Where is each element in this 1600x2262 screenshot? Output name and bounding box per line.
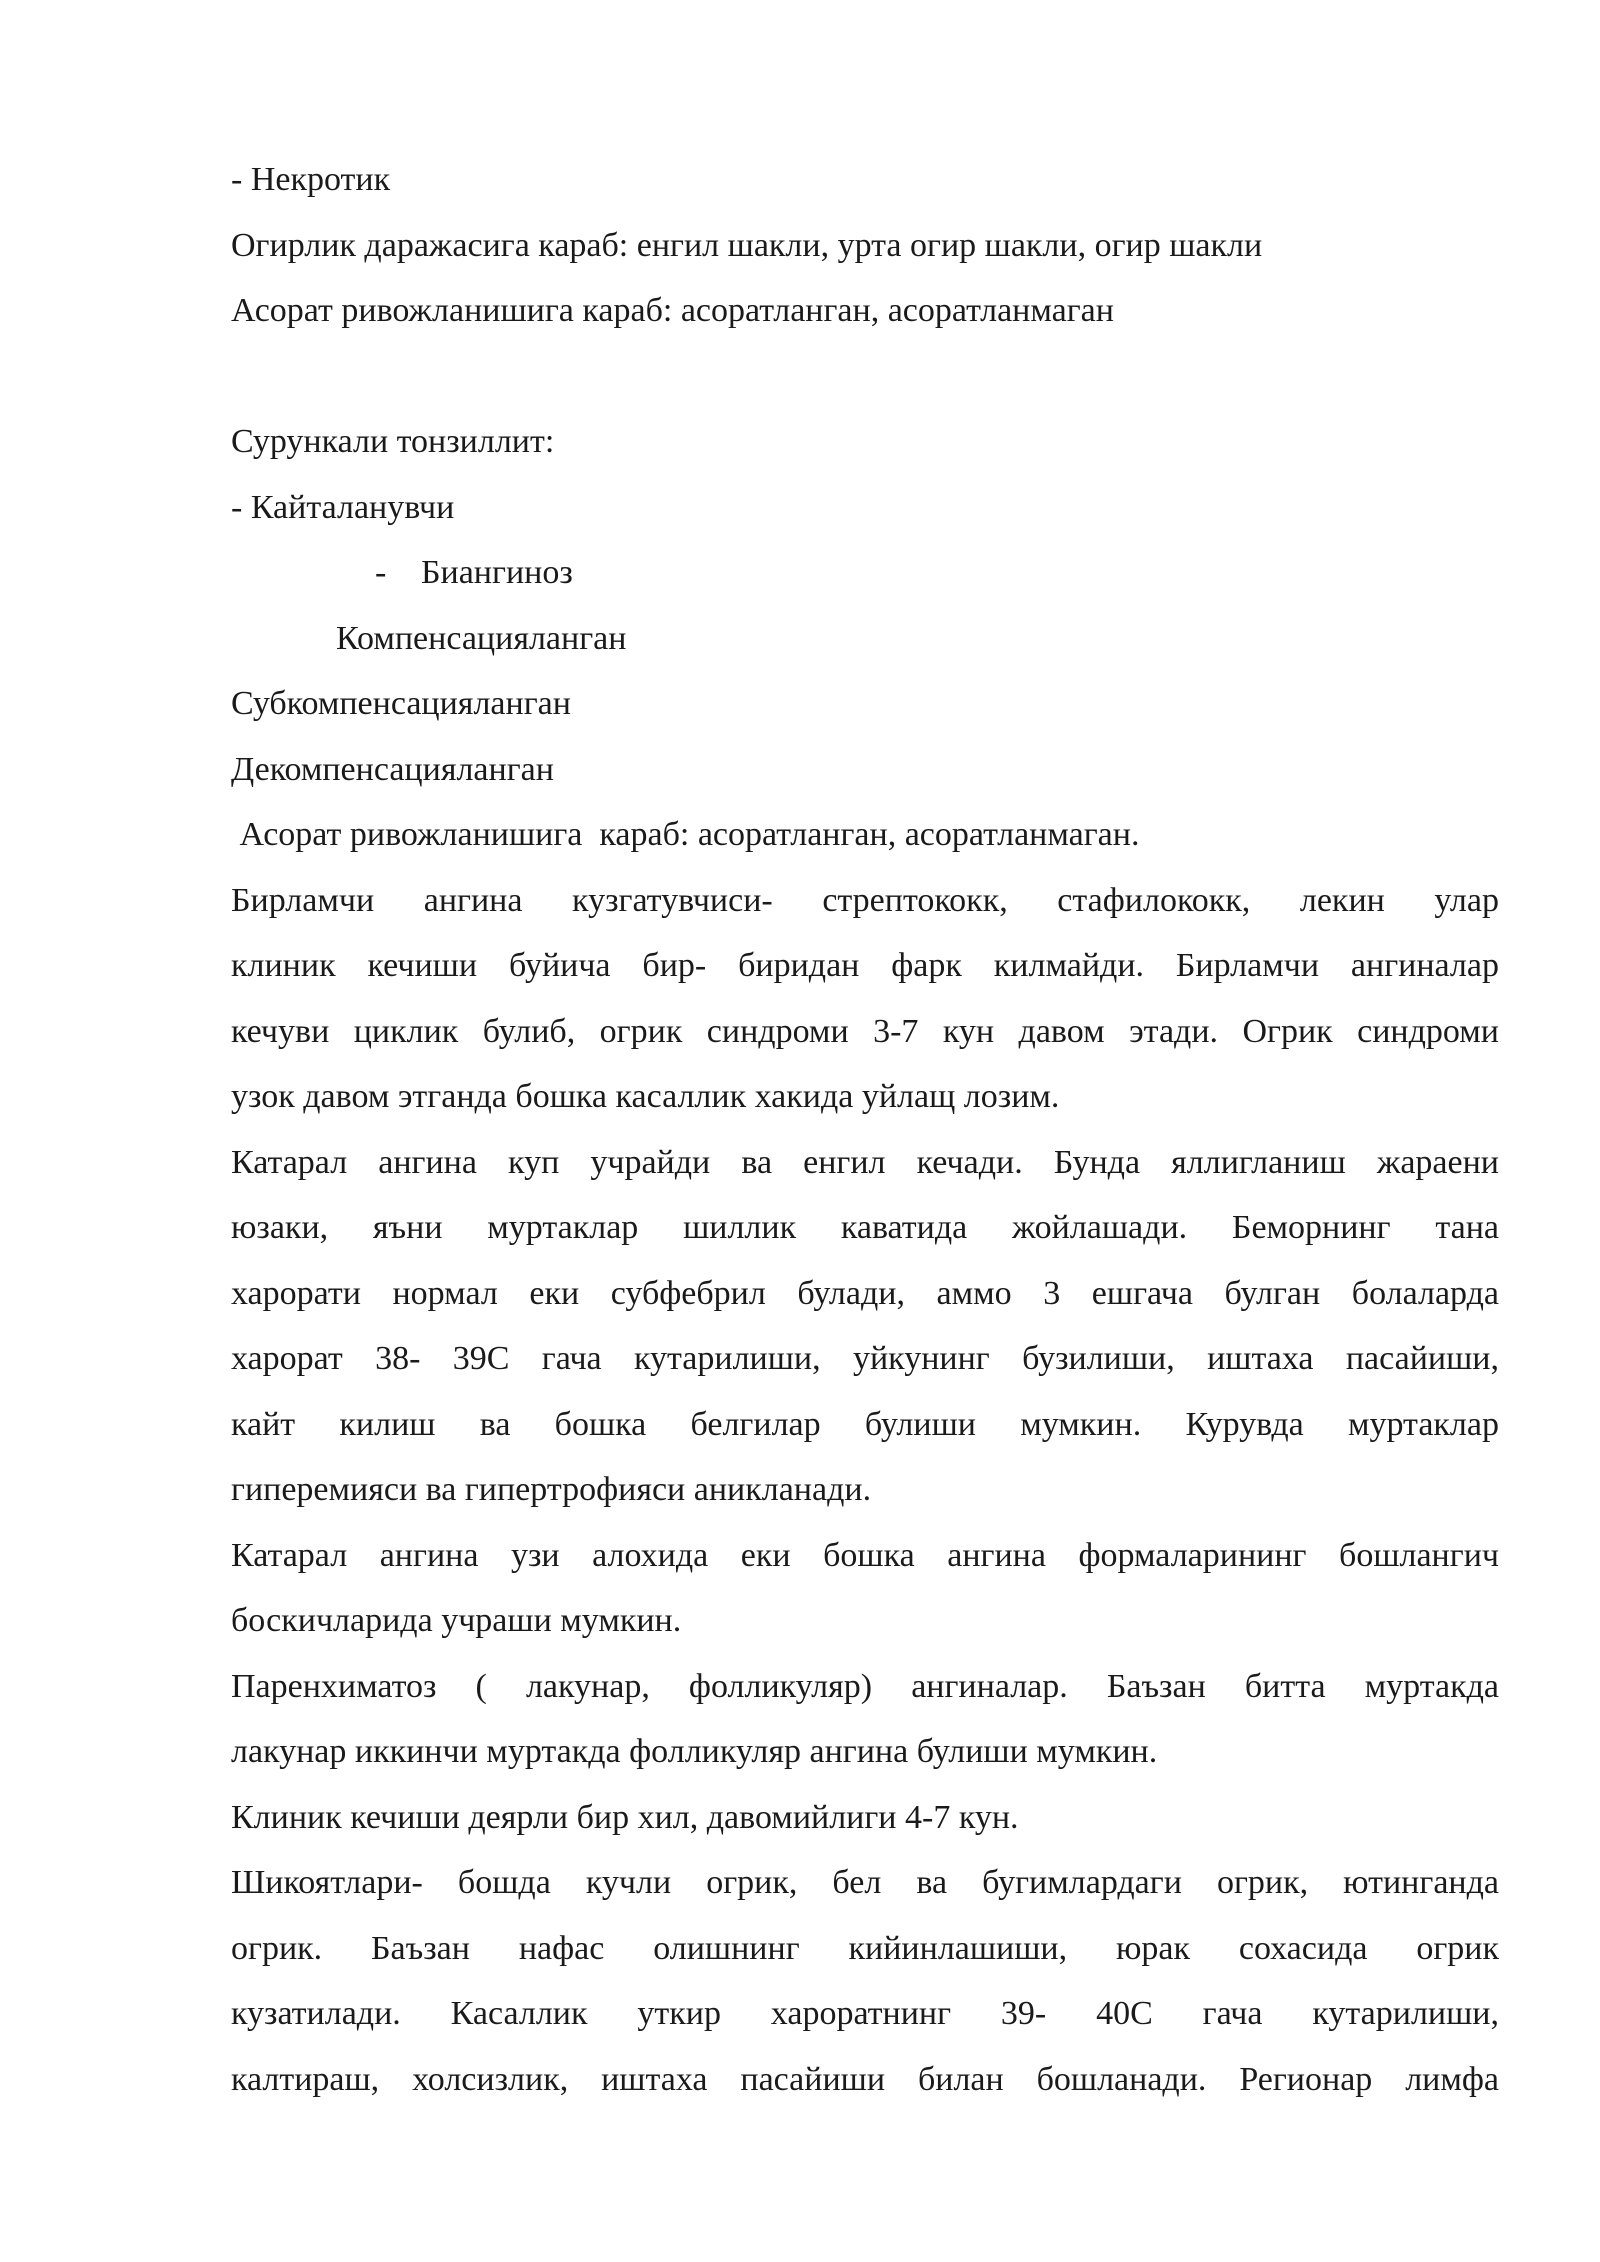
text-line: Паренхиматоз ( лакунар, фолликуляр) ангиналар. Баъзан битта муртакда xyxy=(231,1667,1499,1705)
section-heading: Сурункали тонзиллит: xyxy=(231,423,555,460)
text-line: харорати нормал еки субфебрил булади, аммо 3 ешгача булган болаларда xyxy=(231,1274,1499,1312)
text-line: кайт килиш ва бошка белгилар булиши мумкин. Курувда муртаклар xyxy=(231,1405,1499,1443)
text-line: кечуви циклик булиб, огрик синдроми 3-7 кун давом этади. Огрик синдроми xyxy=(231,1012,1499,1050)
text-line: узок давом этганда бошка касаллик хакида уйлащ лозим. xyxy=(231,1078,1060,1115)
list-dash: - xyxy=(375,554,387,591)
text-line: Катарал ангина узи алохида еки бошка ангина формаларининг бошлангич xyxy=(231,1536,1499,1574)
text-line: калтираш, холсизлик, иштаха пасайиши билан бошланади. Регионар лимфа xyxy=(231,2060,1499,2098)
text-line: Бирламчи ангина кузгатувчиси- стрептококк, стафилококк, лекин улар xyxy=(231,881,1499,919)
text-line: гиперемияси ва гипертрофияси аникланади. xyxy=(231,1471,872,1508)
text-line: Асорат ривожланишига караб: асоратланган, асоратланмаган. xyxy=(231,816,1140,853)
text-line: лакунар иккинчи муртакда фолликуляр ангина булиши мумкин. xyxy=(231,1733,1158,1770)
text-line: клиник кечиши буйича бир- биридан фарк килмайди. Бирламчи ангиналар xyxy=(231,947,1499,984)
text-line: харорат 38- 39С гача кутарилиши, уйкунинг бузилиши, иштаха пасайиши, xyxy=(231,1340,1499,1377)
text-line: боскичларида учраши мумкин. xyxy=(231,1602,682,1639)
document-page xyxy=(231,147,1499,2112)
text-line: Клиник кечиши деярли бир хил, давомийлиги 4-7 кун. xyxy=(231,1798,1019,1836)
text-line: Катарал ангина куп учрайди ва енгил кечади. Бунда яллигланиш жараени xyxy=(231,1143,1499,1181)
text-line: Огирлик даражасига караб: енгил шакли, урта огир шакли, огир шакли xyxy=(231,226,1263,264)
text-line: Асорат ривожланишига караб: асоратланган, асоратланмаган xyxy=(231,292,1114,329)
blank-line xyxy=(231,344,1499,410)
list-item xyxy=(231,540,1499,606)
text-line: Компенсацияланган xyxy=(336,619,627,657)
text-line: Шикоятлари- бошда кучли огрик, бел ва бугимлардаги огрик, ютинганда xyxy=(231,1864,1499,1901)
text-line: огрик. Баъзан нафас олишнинг кийинлашиши, юрак сохасида огрик xyxy=(231,1929,1499,1967)
list-item-text: Биангиноз xyxy=(421,554,573,591)
text-line: юзаки, яъни муртаклар шиллик каватида жойлашади. Беморнинг тана xyxy=(231,1209,1499,1246)
text-line: Субкомпенсацияланган xyxy=(231,685,571,722)
text-line: - Некротик xyxy=(231,161,391,198)
text-line: кузатилади. Касаллик уткир хароратнинг 39- 40С гача кутарилиши, xyxy=(231,1995,1499,2032)
text-line: Декомпенсацияланган xyxy=(231,750,554,788)
text-line: - Кайталанувчи xyxy=(231,488,455,526)
